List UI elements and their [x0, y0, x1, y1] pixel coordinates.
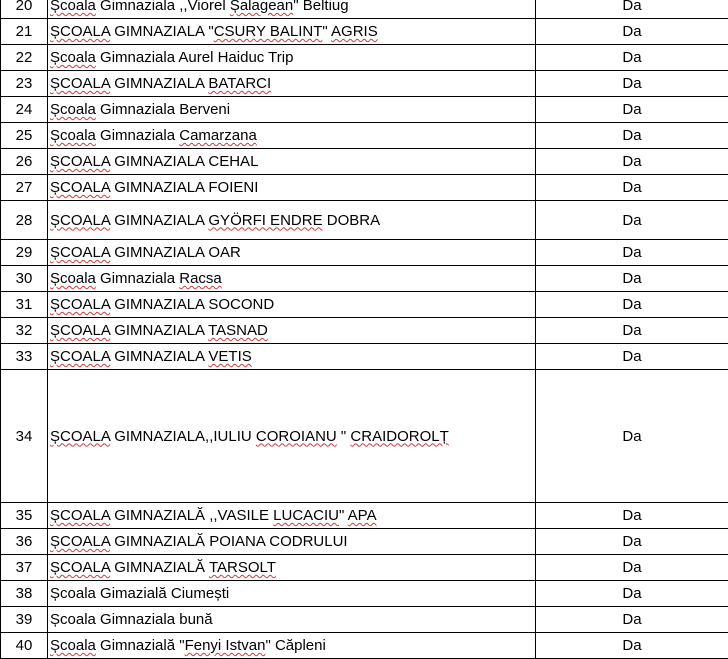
table-row: [1, 318, 728, 344]
school-name-part: ȘCOALA: [50, 348, 110, 365]
row-number: 32: [1, 318, 48, 344]
status-value: Da: [536, 19, 728, 45]
status-value: Da: [536, 71, 728, 97]
school-name: [48, 555, 536, 581]
school-name: [48, 292, 536, 318]
row-number: 40: [1, 633, 48, 659]
status-value: Da: [536, 633, 728, 659]
row-number: 37: [1, 555, 48, 581]
school-name-part: COROIANU: [256, 428, 337, 445]
table-row: [1, 240, 728, 266]
school-name-part: Gimnaziala Berveni: [96, 101, 230, 118]
school-name-part: ȘCOALA: [50, 559, 110, 576]
table-row: [1, 555, 728, 581]
status-value: Da: [536, 201, 728, 240]
school-name-part: ȘCOALA: [50, 244, 110, 261]
school-name-part: GIMNAZIALA SOCOND: [110, 296, 274, 313]
school-name-part: ȘCOALA: [50, 212, 110, 229]
row-number: 33: [1, 344, 48, 370]
school-name-part: CSURY BALINT: [214, 23, 323, 40]
school-name-part: ȘCOALA: [50, 428, 110, 445]
row-number: 20: [1, 0, 48, 19]
table-row: [1, 201, 728, 240]
status-value: Da: [536, 149, 728, 175]
school-name: [48, 266, 536, 292]
school-name-part: ȘCOALA: [50, 322, 110, 339]
status-value: Da: [536, 97, 728, 123]
row-number: 34: [1, 370, 48, 503]
status-value: Da: [536, 529, 728, 555]
table-row: [1, 581, 728, 607]
school-name-part: Școala Gimnaziala bună: [50, 611, 213, 628]
school-name: [48, 45, 536, 71]
school-name: [48, 240, 536, 266]
table-row: [1, 344, 728, 370]
school-name-part: GIMNAZIALA FOIENI: [110, 179, 258, 196]
school-name-part: Gimnaziala: [96, 270, 179, 287]
school-name-part: GYÖRFI ENDRE: [208, 212, 322, 229]
table-row: [1, 149, 728, 175]
table-row: [1, 45, 728, 71]
school-name-part: Școala: [50, 637, 96, 654]
school-name-part: GIMNAZIALĂ: [110, 559, 209, 576]
school-name-part: VETIS: [208, 348, 251, 365]
school-name-part: Școala: [50, 0, 96, 14]
row-number: 35: [1, 503, 48, 529]
table-row: [1, 292, 728, 318]
schools-table-body: [1, 0, 728, 659]
table-row: [1, 370, 728, 503]
school-name-part: ȘCOALA: [50, 153, 110, 170]
row-number: 23: [1, 71, 48, 97]
school-name-part: Școala: [50, 101, 96, 118]
table-row: [1, 97, 728, 123]
status-value: Da: [536, 607, 728, 633]
status-value: Da: [536, 266, 728, 292]
school-name-part: GIMNAZIALA: [110, 322, 208, 339]
school-name-part: Camarzana: [179, 127, 257, 144]
school-name-part: ȘCOALA: [50, 179, 110, 196]
row-number: 39: [1, 607, 48, 633]
school-name-part: GIMNAZIALA: [110, 348, 208, 365]
school-name-part: Gimnaziala Aurel Haiduc Trip: [96, 49, 294, 66]
school-name: [48, 344, 536, 370]
school-name-part: " Căpleni: [265, 637, 325, 654]
status-value: Da: [536, 45, 728, 71]
school-name-part: Școala: [50, 127, 96, 144]
school-name: [48, 318, 536, 344]
school-name-part: Gimnaziala: [96, 127, 179, 144]
school-name-part: TARSOLT: [209, 559, 276, 576]
school-name-part: GIMNAZIALA OAR: [110, 244, 241, 261]
row-number: 21: [1, 19, 48, 45]
status-value: Da: [536, 555, 728, 581]
school-name-part: APA: [348, 507, 377, 524]
school-name: [48, 370, 536, 503]
school-name-part: Fenyi Istvan: [185, 637, 266, 654]
school-name-part: BATARCI: [208, 75, 271, 92]
school-name: [48, 19, 536, 45]
school-name-part: GIMNAZIALA,,IULIU: [110, 428, 256, 445]
school-name-part: GIMNAZIALA: [110, 75, 208, 92]
row-number: 30: [1, 266, 48, 292]
status-value: Da: [536, 175, 728, 201]
school-name: [48, 97, 536, 123]
school-name: [48, 201, 536, 240]
school-name: [48, 0, 536, 19]
status-value: Da: [536, 370, 728, 503]
table-row: [1, 175, 728, 201]
school-name-part: ȘCOALA: [50, 75, 110, 92]
school-name: [48, 607, 536, 633]
status-value: Da: [536, 240, 728, 266]
school-name-part: CRAIDOROLȚ: [350, 428, 448, 445]
row-number: 24: [1, 97, 48, 123]
row-number: 27: [1, 175, 48, 201]
status-value: Da: [536, 292, 728, 318]
school-name: [48, 149, 536, 175]
table-row: [1, 503, 728, 529]
school-name-part: GIMNAZIALA: [110, 212, 208, 229]
table-row: [1, 529, 728, 555]
school-name-part: LUCACIU: [273, 507, 339, 524]
row-number: 25: [1, 123, 48, 149]
school-name-part: Racsa: [179, 270, 222, 287]
school-name: [48, 123, 536, 149]
school-name: [48, 503, 536, 529]
school-name-part: ȘCOALA: [50, 507, 110, 524]
school-name-part: ": [339, 507, 348, 524]
school-name-part: GIMNAZIALĂ POIANA CODRULUI: [110, 533, 348, 550]
status-value: Da: [536, 123, 728, 149]
table-row: [1, 71, 728, 97]
school-name-part: " Beltiug: [293, 0, 348, 14]
school-name-part: Școala: [50, 49, 96, 66]
school-name-part: Gimnaziala ,,Viorel: [96, 0, 230, 14]
row-number: 28: [1, 201, 48, 240]
school-name-part: ȘCOALA: [50, 23, 110, 40]
school-name: [48, 71, 536, 97]
row-number: 29: [1, 240, 48, 266]
row-number: 22: [1, 45, 48, 71]
school-name-part: GIMNAZIALĂ ,,VASILE: [110, 507, 273, 524]
school-name-part: AGRIS: [331, 23, 378, 40]
table-row: [1, 19, 728, 45]
school-name-part: Școala Gimazială Ciumești: [50, 585, 229, 602]
school-name: [48, 175, 536, 201]
row-number: 26: [1, 149, 48, 175]
status-value: Da: [536, 318, 728, 344]
school-name: [48, 581, 536, 607]
table-row: [1, 607, 728, 633]
table-row: [1, 266, 728, 292]
table-row: [1, 123, 728, 149]
school-name-part: ": [322, 23, 331, 40]
status-value: Da: [536, 0, 728, 19]
school-name-part: Școala: [50, 270, 96, 287]
status-value: Da: [536, 344, 728, 370]
school-name-part: Șalagean: [230, 0, 293, 14]
school-name-part: GIMNAZIALA ": [110, 23, 214, 40]
school-name: [48, 529, 536, 555]
status-value: Da: [536, 581, 728, 607]
row-number: 38: [1, 581, 48, 607]
school-name-part: DOBRA: [323, 212, 381, 229]
school-name-part: Gimnazială ": [96, 637, 185, 654]
school-name-part: ": [337, 428, 351, 445]
row-number: 36: [1, 529, 48, 555]
table-row: [1, 0, 728, 19]
school-name-part: TASNAD: [208, 322, 268, 339]
school-name-part: ȘCOALA: [50, 296, 110, 313]
status-value: Da: [536, 503, 728, 529]
school-name-part: ȘCOALA: [50, 533, 110, 550]
school-name-part: GIMNAZIALA CEHAL: [110, 153, 258, 170]
row-number: 31: [1, 292, 48, 318]
